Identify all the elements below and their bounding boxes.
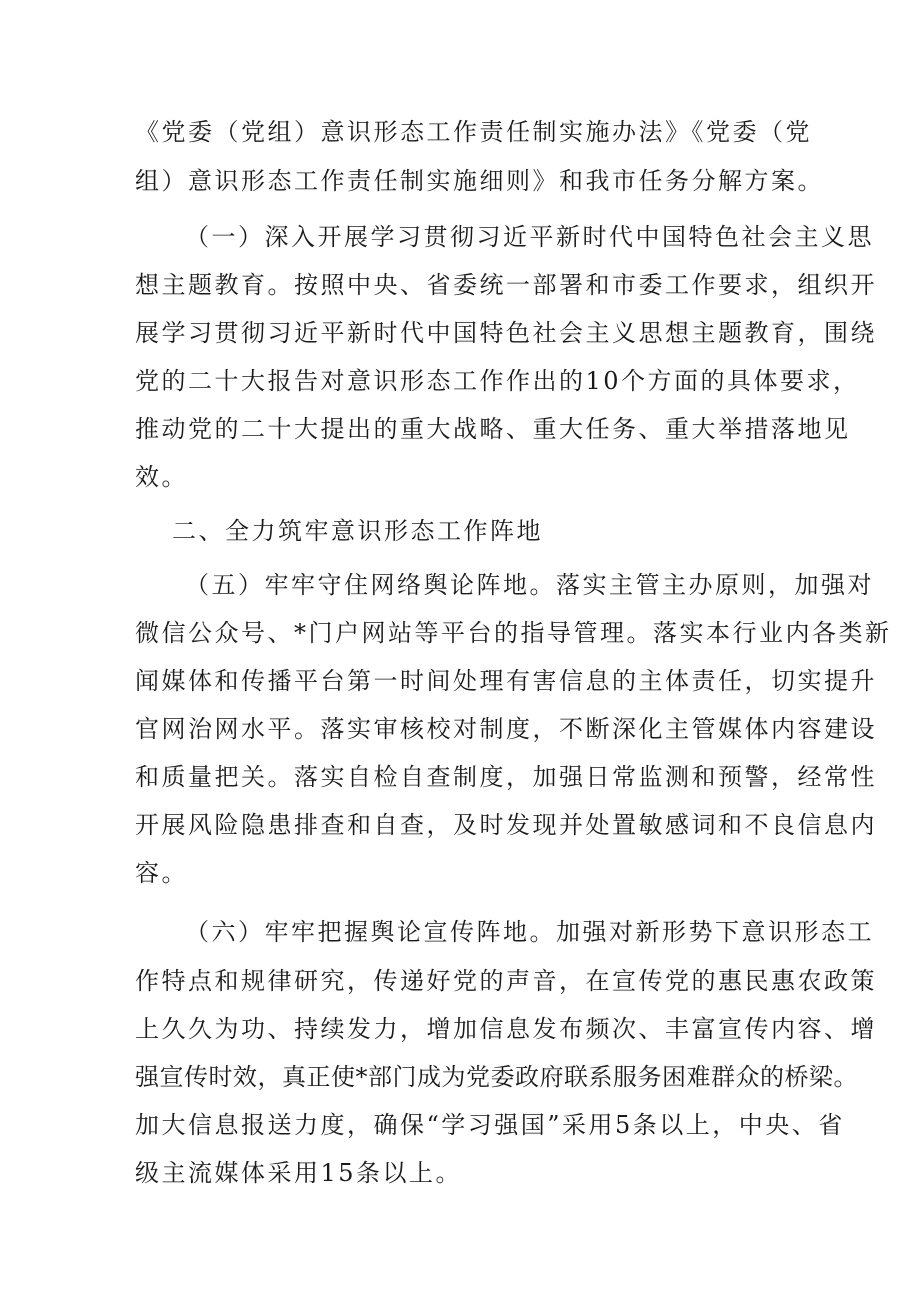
text-line-5: 展学习贯彻习近平新时代中国特色社会主义思想主题教育，围绕 [135,319,877,347]
text-line-12: 闻媒体和传播平台第一时间处理有害信息的主体责任，切实提升 [135,667,877,695]
text-line-14: 和质量把关。落实自检自查制度，加强日常监测和预警，经常性 [135,763,877,791]
text-line-4: 想主题教育。按照中央、省委统一部署和市委工作要求，组织开 [135,271,877,299]
text-line-16: 容。 [135,859,188,887]
text-line-22: 级主流媒体采用15条以上。 [135,1159,463,1187]
text-line-3: （一）深入开展学习贯彻习近平新时代中国特色社会主义思 [185,223,874,251]
text-line-7: 推动党的二十大提出的重大战略、重大任务、重大举措落地见 [135,415,851,443]
text-line-11: 微信公众号、*门户网站等平台的指导管理。落实本行业内各类新 [135,619,892,647]
section-heading: 二、全力筑牢意识形态工作阵地 [172,517,543,545]
text-line-19: 上久久为功、持续发力，增加信息发布频次、丰富宣传内容、增 [135,1015,877,1043]
text-line-13: 官网治网水平。落实审核校对制度，不断深化主管媒体内容建设 [135,715,877,743]
text-line-1: 《党委（党组）意识形态工作责任制实施办法》《党委（党 [135,118,812,146]
text-line-10: （五）牢牢守住网络舆论阵地。落实主管主办原则，加强对 [185,571,874,599]
text-line-15: 开展风险隐患排查和自查，及时发现并处置敏感词和不良信息内 [135,811,877,839]
text-line-21: 加大信息报送力度，确保“学习强国”采用5条以上，中央、省 [135,1111,845,1139]
text-line-8: 效。 [135,463,188,491]
text-line-2: 组）意识形态工作责任制实施细则》和我市任务分解方案。 [135,167,824,195]
text-line-6: 党的二十大报告对意识形态工作作出的10个方面的具体要求， [135,367,860,395]
text-line-17: （六）牢牢把握舆论宣传阵地。加强对新形势下意识形态工 [185,918,874,946]
text-line-20: 强宣传时效，真正使*部门成为党委政府联系服务困难群众的桥梁。 [135,1063,858,1091]
text-line-18: 作特点和规律研究，传递好党的声音，在宣传党的惠民惠农政策 [135,967,877,995]
